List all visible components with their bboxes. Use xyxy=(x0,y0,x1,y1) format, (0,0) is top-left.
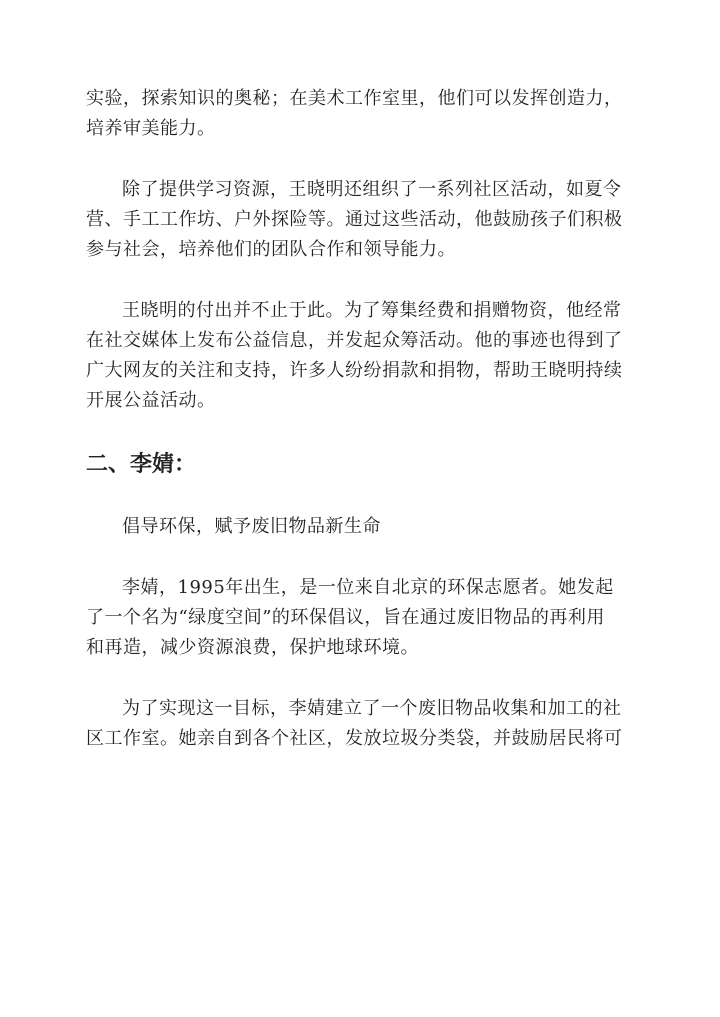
paragraph-4 xyxy=(86,573,636,663)
text-line: 开展公益活动。 xyxy=(86,390,216,411)
text-line: 了一个名为“绿度空间”的环保倡议，旨在通过废旧物品的再利用 xyxy=(86,607,605,628)
text-line: 区工作室。她亲自到各个社区，发放垃圾分类袋，并鼓励居民将可 xyxy=(86,728,623,749)
text-line: 王晓明的付出并不止于此。为了筹集经费和捐赠物资，他经常 xyxy=(122,300,622,321)
text-line: 广大网友的关注和支持，许多人纷纷捐款和捐物，帮助王晓明持续 xyxy=(86,360,623,381)
section-heading: 二、李婧： xyxy=(86,451,197,477)
text-line: 实验，探索知识的奥秘；在美术工作室里，他们可以发挥创造力， xyxy=(86,88,623,109)
subtitle-line: 倡导环保，赋予废旧物品新生命 xyxy=(122,516,381,537)
paragraph-1 xyxy=(86,84,636,144)
text-line: 为了实现这一目标，李婧建立了一个废旧物品收集和加工的社 xyxy=(122,698,622,719)
text-line: 营、手工工作坊、户外探险等。通过这些活动，他鼓励孩子们积极 xyxy=(86,209,623,230)
text-line: 和再造，减少资源浪费，保护地球环境。 xyxy=(86,637,419,658)
text-line: 培养审美能力。 xyxy=(86,118,216,139)
paragraph-3 xyxy=(86,296,636,416)
text-line: 除了提供学习资源，王晓明还组织了一系列社区活动，如夏令 xyxy=(122,179,622,200)
text-line: 在社交媒体上发布公益信息，并发起众筹活动。他的事迹也得到了 xyxy=(86,330,623,351)
section-subtitle xyxy=(86,512,636,542)
paragraph-2 xyxy=(86,175,636,265)
text-line: 参与社会，培养他们的团队合作和领导能力。 xyxy=(86,239,456,260)
paragraph-5 xyxy=(86,694,636,754)
text-line: 李婧，1995年出生，是一位来自北京的环保志愿者。她发起 xyxy=(122,577,614,598)
